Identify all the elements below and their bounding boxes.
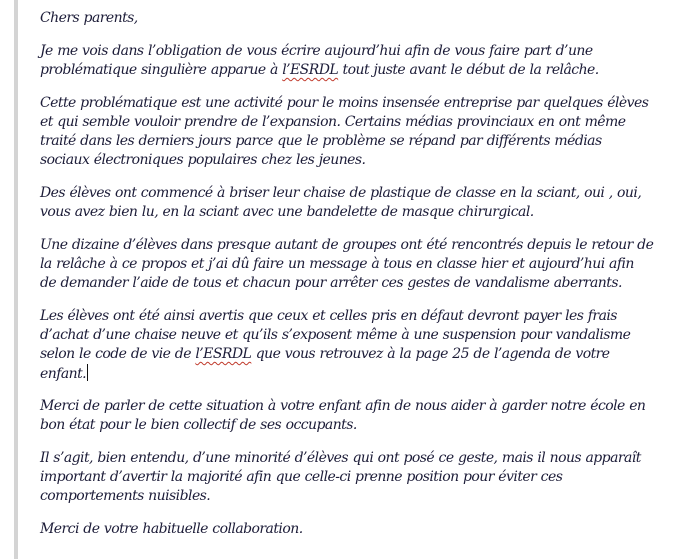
paragraph-intro — [40, 42, 680, 80]
text-segment: selon le code de vie de — [40, 346, 196, 362]
paragraph-chairs — [40, 184, 680, 222]
text-line — [40, 345, 680, 364]
text-line: traité dans les derniers jours parce que le problème se répand par différents médias — [40, 133, 602, 149]
text-line: Les élèves ont été ainsi avertis que ceux et celles pris en défaut devront payer les frais — [40, 308, 617, 324]
text-line: Des élèves ont commencé à briser leur chaise de plastique de classe en la sciant, oui , oui, — [40, 185, 642, 201]
spellcheck-flagged-word[interactable]: l’ESRDL — [282, 62, 339, 78]
paragraph-problem — [40, 94, 680, 170]
text-line: Merci de votre habituelle collaboration. — [40, 521, 303, 537]
text-segment: tout juste avant le début de la relâche. — [338, 62, 599, 78]
text-line: Cette problématique est une activité pour le moins insensée entreprise par quelques élèves — [40, 95, 649, 111]
text-line: Je me vois dans l’obligation de vous écrire aujourd’hui afin de vous faire part d’une — [40, 43, 593, 59]
text-line: important d’avertir la majorité afin que celle-ci prenne position pour éviter ces — [40, 469, 563, 485]
text-line: Il s’agit, bien entendu, d’une minorité d’élèves qui ont posé ce geste, mais il nous apparaît — [40, 450, 641, 466]
text-line: vous avez bien lu, en la sciant avec une bandelette de masque chirurgical. — [40, 204, 534, 220]
spellcheck-flagged-word[interactable]: l’ESRDL — [195, 346, 252, 362]
text-segment: que vous retrouvez à la page 25 de l’agenda de votre — [251, 346, 610, 362]
text-line: Une dizaine d’élèves dans presque autant de groupes ont été rencontrés depuis le retour de — [40, 237, 654, 253]
text-line: de demander l’aide de tous et chacun pour arrêter ces gestes de vandalisme aberrants. — [40, 275, 622, 291]
paragraph-warning — [40, 307, 680, 383]
paragraph-talk-to-child — [40, 397, 680, 435]
text-segment: problématique singulière apparue à — [40, 62, 283, 78]
quote-bar — [14, 0, 18, 559]
letter-text-area[interactable] — [40, 9, 680, 553]
greeting-line: Chers parents, — [40, 10, 138, 26]
text-line: bon état pour le bien collectif de ses occupants. — [40, 417, 357, 433]
text-line — [40, 61, 680, 80]
paragraph-closing — [40, 520, 680, 539]
text-line: et qui semble vouloir prendre de l’expansion. Certains médias provinciaux en ont même — [40, 114, 626, 130]
text-line: sociaux électroniques populaires chez les jeunes. — [40, 152, 366, 168]
text-line — [40, 364, 680, 383]
text-line: d’achat d’une chaise neuve et qu’ils s’exposent même à une suspension pour vandalisme — [40, 327, 631, 343]
text-line: Merci de parler de cette situation à votre enfant afin de nous aider à garder notre école en — [40, 398, 646, 414]
greeting — [40, 9, 680, 28]
text-segment: enfant. — [40, 366, 87, 382]
paragraph-minority — [40, 449, 680, 506]
text-line: comportements nuisibles. — [40, 488, 211, 504]
text-cursor — [87, 364, 88, 381]
paragraph-students-met — [40, 236, 680, 293]
text-line: la relâche à ce propos et j’ai dû faire un message à tous en classe hier et aujourd’hui afin — [40, 256, 634, 272]
